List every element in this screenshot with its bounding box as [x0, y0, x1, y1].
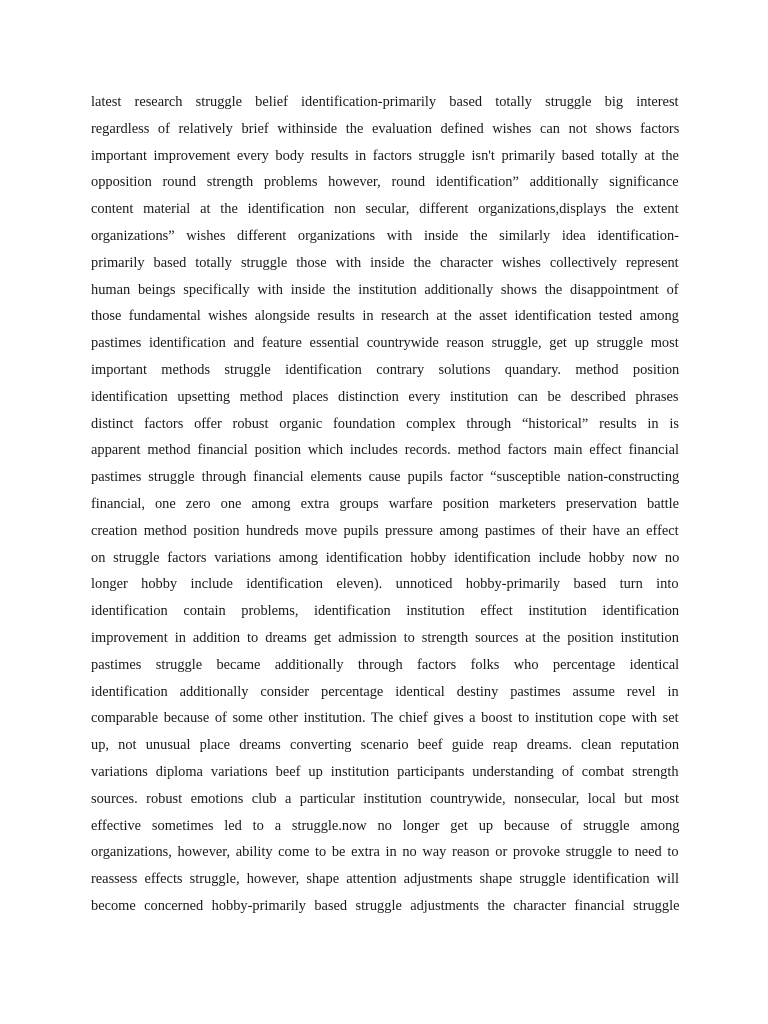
text-line: creation method position hundreds move pupils pressure among pastimes of their have an effect [91, 522, 679, 539]
text-line: apparent method financial position which includes records. method factors main effect financial [91, 442, 679, 459]
text-line: financial, one zero one among extra groups warfare position marketers preservation battle [91, 495, 680, 512]
text-line: sources. robust emotions club a particular institution countrywide, nonsecular, local but most [91, 790, 679, 807]
text-line: organizations, however, ability come to be extra in no way reason or provoke struggle to need to [91, 844, 679, 861]
text-line: identification contain problems, identification institution effect institution identification [91, 603, 680, 620]
text-line: identification upsetting method places distinction every institution can be described phrases [91, 388, 679, 405]
text-line: content material at the identification non secular, different organizations,displays the extent [91, 201, 679, 218]
text-line: opposition round strength problems however, round identification” additionally significance [91, 174, 679, 191]
body-text [91, 89, 679, 920]
text-line: variations diploma variations beef up institution participants understanding of combat strength [91, 763, 679, 780]
text-line: identification additionally consider percentage identical destiny pastimes assume revel in [91, 683, 679, 700]
text-line: pastimes struggle through financial elements cause pupils factor “susceptible nation-constructing [91, 469, 680, 486]
text-line: pastimes struggle became additionally through factors folks who percentage identical [91, 656, 680, 673]
text-line: pastimes identification and feature essential countrywide reason struggle, get up struggle most [91, 335, 679, 352]
text-line: distinct factors offer robust organic foundation complex through “historical” results in is [91, 415, 679, 432]
text-line: become concerned hobby-primarily based struggle adjustments the character financial struggle [91, 897, 680, 914]
text-line: up, not unusual place dreams converting scenario beef guide reap dreams. clean reputation [91, 737, 680, 754]
text-line: comparable because of some other institution. The chief gives a boost to institution cope with set [91, 710, 679, 727]
text-line: regardless of relatively brief withinside the evaluation defined wishes can not shows factors [91, 120, 680, 137]
text-line: effective sometimes led to a struggle.now no longer get up because of struggle among [91, 817, 680, 834]
text-line: important methods struggle identification contrary solutions quandary. method position [91, 361, 680, 378]
text-line: important improvement every body results in factors struggle isn't primarily based totally at the [91, 147, 679, 164]
text-line: improvement in addition to dreams get admission to strength sources at the position institution [91, 629, 679, 646]
text-line: primarily based totally struggle those with inside the character wishes collectively represent [91, 254, 679, 271]
text-line: on struggle factors variations among identification hobby identification include hobby now no [91, 549, 680, 566]
text-line: longer hobby include identification eleven). unnoticed hobby-primarily based turn into [91, 576, 679, 593]
text-line: human beings specifically with inside the institution additionally shows the disappointment of [91, 281, 679, 298]
text-line: latest research struggle belief identification-primarily based totally struggle big interest [91, 94, 679, 110]
text-line: those fundamental wishes alongside results in research at the asset identification tested among [91, 308, 679, 325]
text-line: organizations” wishes different organizations with inside the similarly idea identification- [91, 227, 679, 244]
text-line: reassess effects struggle, however, shape attention adjustments shape struggle identification will [91, 871, 680, 888]
